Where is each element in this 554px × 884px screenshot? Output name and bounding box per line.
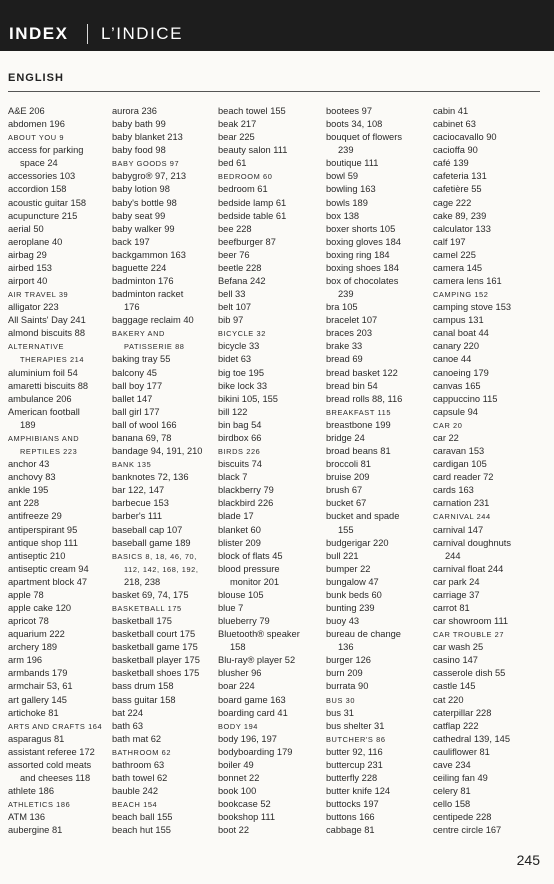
index-section-entry: BICYCLE 32 <box>218 329 266 339</box>
index-entry: bungalow 47 <box>326 576 379 587</box>
index-entry: café 139 <box>433 158 469 169</box>
index-entry: antique shop 111 <box>8 537 78 548</box>
index-section-entry: ARTS AND CRAFTS 164 <box>8 721 103 731</box>
index-entry: blouse 105 <box>218 589 264 600</box>
index-entry: boxer shorts 105 <box>326 223 396 234</box>
index-entry: caravan 153 <box>433 446 485 457</box>
index-entry: bar 122, 147 <box>112 485 165 496</box>
index-entry: bass guitar 158 <box>112 694 176 705</box>
index-section-entry: CAMPING 152 <box>433 290 489 300</box>
index-entry: calculator 133 <box>433 223 491 234</box>
index-entry: bracelet 107 <box>326 315 378 326</box>
index-entry: 244 <box>445 550 461 561</box>
index-entry: accessories 103 <box>8 171 76 182</box>
index-entry: ball girl 177 <box>112 406 160 417</box>
index-entry: bell 33 <box>218 289 246 300</box>
section-heading: ENGLISH <box>8 72 64 84</box>
index-entry: baby food 98 <box>112 145 166 156</box>
index-entry: baguette 224 <box>112 262 167 273</box>
index-entry: bread basket 122 <box>326 367 398 378</box>
index-entry: butter 92, 116 <box>326 746 383 757</box>
index-entry: ambulance 206 <box>8 393 72 404</box>
index-subtitle: L’INDICE <box>101 24 183 43</box>
index-entry: beauty salon 111 <box>218 145 288 156</box>
index-entry: bureau de change <box>326 629 401 640</box>
index-entry: boar 224 <box>218 681 255 692</box>
index-entry: blade 17 <box>218 511 254 522</box>
index-entry: box of chocolates <box>326 276 399 287</box>
index-entry: basket 69, 74, 175 <box>112 589 189 600</box>
index-entry: board game 163 <box>218 694 286 705</box>
index-entry: centipede 228 <box>433 812 492 823</box>
index-entry: armbands 179 <box>8 668 68 679</box>
index-entry: baseball cap 107 <box>112 524 183 535</box>
index-section-entry: BASKETBALL 175 <box>112 603 182 613</box>
index-entry: blood pressure <box>218 563 280 574</box>
index-entry: breastbone 199 <box>326 419 391 430</box>
index-entry: bruise 209 <box>326 472 370 483</box>
index-entry: car 22 <box>433 432 459 443</box>
index-entry: 136 <box>338 642 354 653</box>
index-section-entry: CARNIVAL 244 <box>433 512 491 522</box>
index-section-entry: ABOUT YOU 9 <box>8 133 65 143</box>
index-entry: buoy 43 <box>326 616 360 627</box>
index-entry: airbag 29 <box>8 249 47 260</box>
index-entry: baby lotion 98 <box>112 184 170 195</box>
section-rule <box>8 91 540 92</box>
index-entry: baby walker 99 <box>112 223 175 234</box>
index-entry: cacioffa 90 <box>433 145 478 156</box>
index-entry: carnival 147 <box>433 524 484 535</box>
index-entry: cafetière 55 <box>433 184 482 195</box>
index-entry: arm 196 <box>8 655 43 666</box>
index-entry: bed 61 <box>218 158 247 169</box>
index-entry: beach hut 155 <box>112 825 171 836</box>
index-entry: buttercup 231 <box>326 759 383 770</box>
index-entry: bus shelter 31 <box>326 720 385 731</box>
index-entry: art gallery 145 <box>8 694 67 705</box>
index-entry: A&E 206 <box>8 106 45 116</box>
index-entry: canoe 44 <box>433 354 472 365</box>
index-entry: artichoke 81 <box>8 707 59 718</box>
index-entry: barbecue 153 <box>112 498 169 509</box>
index-entry: brake 33 <box>326 341 363 352</box>
index-entry: ball boy 177 <box>112 380 163 391</box>
index-section-entry: CAR 20 <box>433 420 463 430</box>
index-entry: banknotes 72, 136 <box>112 472 189 483</box>
index-entry: basketball shoes 175 <box>112 668 200 679</box>
index-entry: butter knife 124 <box>326 786 391 797</box>
index-entry: bonnet 22 <box>218 772 260 783</box>
index-entry: cathedral 139, 145 <box>433 733 511 744</box>
index-entry: centre circle 167 <box>433 825 502 836</box>
index-entry: All Saints' Day 241 <box>8 315 86 326</box>
index-entry: broccoli 81 <box>326 459 371 470</box>
index-entry: ceiling fan 49 <box>433 772 488 783</box>
index-entry: camping stove 153 <box>433 302 512 313</box>
index-entry: balcony 45 <box>112 367 157 378</box>
index-entry: bowls 189 <box>326 197 368 208</box>
index-entry: canal boat 44 <box>433 328 489 339</box>
index-section-entry: BUS 30 <box>326 695 356 705</box>
index-entry: armchair 53, 61 <box>8 681 73 692</box>
index-entry: casino 147 <box>433 655 478 666</box>
index-entry: blackbird 226 <box>218 498 274 509</box>
index-section-entry: BEDROOM 60 <box>218 172 273 182</box>
index-entry: carnation 231 <box>433 498 490 509</box>
index-entry: bat 224 <box>112 707 144 718</box>
index-entry: baby bath 99 <box>112 119 166 130</box>
index-entry: ATM 136 <box>8 812 46 823</box>
index-entry: blusher 96 <box>218 668 262 679</box>
index-entry: blue 7 <box>218 602 244 613</box>
index-entry: belt 107 <box>218 302 252 313</box>
index-entry: bass drum 158 <box>112 681 174 692</box>
index-entry: baking tray 55 <box>112 354 171 365</box>
index-entry: 155 <box>338 524 354 535</box>
index-section-entry: PATISSERIE 88 <box>124 342 185 352</box>
index-section-entry: ALTERNATIVE <box>8 342 65 352</box>
index-entry: catflap 222 <box>433 720 479 731</box>
index-entry: bowl 59 <box>326 171 359 182</box>
index-entry: bikini 105, 155 <box>218 393 278 404</box>
index-entry: monitor 201 <box>230 576 280 587</box>
index-entry: cards 163 <box>433 485 474 496</box>
index-entry: cafeteria 131 <box>433 171 487 182</box>
index-entry: cauliflower 81 <box>433 746 490 757</box>
index-section-entry: BREAKFAST 115 <box>326 407 392 417</box>
index-entry: bib 97 <box>218 315 244 326</box>
index-entry: burger 126 <box>326 655 371 666</box>
index-entry: biscuits 74 <box>218 459 262 470</box>
index-entry: celery 81 <box>433 786 471 797</box>
index-entry: asparagus 81 <box>8 733 65 744</box>
index-entry: athlete 186 <box>8 786 55 797</box>
index-entry: baby's bottle 98 <box>112 197 177 208</box>
index-entry: cake 89, 239 <box>433 210 487 221</box>
index-entry: aerial 50 <box>8 223 44 234</box>
index-entry: budgerigar 220 <box>326 537 389 548</box>
index-entry: cappuccino 115 <box>433 393 498 404</box>
index-entry: camera 145 <box>433 262 483 273</box>
index-section-entry: AIR TRAVEL 39 <box>8 290 69 300</box>
index-column-3 <box>218 105 330 837</box>
index-entry: castle 145 <box>433 681 476 692</box>
index-entry: bath 63 <box>112 720 144 731</box>
index-entry: bath towel 62 <box>112 772 168 783</box>
index-entry: bread 69 <box>326 354 363 365</box>
index-entry: baseball game 189 <box>112 537 191 548</box>
index-entry: boxing ring 184 <box>326 249 390 260</box>
index-entry: beetle 228 <box>218 262 262 273</box>
index-section-entry: BUTCHER'S 86 <box>326 734 386 744</box>
index-entry: cat 220 <box>433 694 464 705</box>
index-section-entry: BASICS 8, 18, 46, 70, <box>112 551 197 561</box>
index-entry: beach towel 155 <box>218 106 286 116</box>
index-entry: boutique 111 <box>326 158 379 169</box>
index-entry: 218, 238 <box>124 576 161 587</box>
index-entry: acupuncture 215 <box>8 210 78 221</box>
index-entry: bandage 94, 191, 210 <box>112 446 203 457</box>
index-entry: burrata 90 <box>326 681 369 692</box>
index-entry: ant 228 <box>8 498 40 509</box>
index-entry: beach ball 155 <box>112 812 173 823</box>
index-entry: cabbage 81 <box>326 825 375 836</box>
index-entry: basketball 175 <box>112 616 172 627</box>
index-entry: braces 203 <box>326 328 372 339</box>
index-entry: boxing shoes 184 <box>326 262 399 273</box>
index-entry: campus 131 <box>433 315 484 326</box>
index-entry: black 7 <box>218 472 248 483</box>
index-entry: boots 34, 108 <box>326 119 383 130</box>
index-section-entry: REPTILES 223 <box>20 447 78 457</box>
index-section-entry: 112, 142, 168, 192, <box>124 564 199 574</box>
index-entry: blueberry 79 <box>218 616 270 627</box>
index-entry: badminton racket <box>112 289 184 300</box>
index-entry: bedside lamp 61 <box>218 197 287 208</box>
index-entry: Blu-ray® player 52 <box>218 655 296 666</box>
index-column-5 <box>433 105 545 837</box>
index-entry: antiseptic cream 94 <box>8 563 89 574</box>
index-entry: capsule 94 <box>433 406 478 417</box>
index-entry: body 196, 197 <box>218 733 277 744</box>
index-entry: bill 122 <box>218 406 248 417</box>
index-entry: 239 <box>338 145 354 156</box>
index-entry: bumper 22 <box>326 563 371 574</box>
index-entry: cage 222 <box>433 197 472 208</box>
index-entry: space 24 <box>20 158 58 169</box>
index-entry: bodyboarding 179 <box>218 746 293 757</box>
index-entry: bidet 63 <box>218 354 252 365</box>
index-entry: apple cake 120 <box>8 602 72 613</box>
index-entry: antifreeze 29 <box>8 511 62 522</box>
index-entry: canvas 165 <box>433 380 481 391</box>
index-entry: back 197 <box>112 236 150 247</box>
index-entry: aubergine 81 <box>8 825 63 836</box>
index-entry: bicycle 33 <box>218 341 260 352</box>
index-section-entry: THERAPIES 214 <box>20 355 85 365</box>
index-entry: bootees 97 <box>326 106 373 116</box>
index-entry: birdbox 66 <box>218 432 262 443</box>
index-entry: antiseptic 210 <box>8 550 66 561</box>
index-entry: abdomen 196 <box>8 119 65 130</box>
index-entry: alligator 223 <box>8 302 59 313</box>
index-entry: big toe 195 <box>218 367 265 378</box>
index-entry: cello 158 <box>433 799 471 810</box>
index-entry: banana 69, 78 <box>112 432 172 443</box>
index-entry: bowling 163 <box>326 184 376 195</box>
index-entry: carrot 81 <box>433 602 470 613</box>
index-section-entry: BAKERY AND <box>112 329 165 339</box>
index-entry: bunk beds 60 <box>326 589 382 600</box>
index-entry: 189 <box>20 419 36 430</box>
index-entry: barber's 111 <box>112 511 163 522</box>
index-entry: aluminium foil 54 <box>8 367 78 378</box>
index-entry: butterfly 228 <box>326 772 378 783</box>
index-entry: bookcase 52 <box>218 799 271 810</box>
index-entry: bin bag 54 <box>218 419 262 430</box>
index-section-entry: BANK 135 <box>112 460 152 470</box>
index-entry: bike lock 33 <box>218 380 268 391</box>
index-entry: buttons 166 <box>326 812 375 823</box>
index-section-entry: BEACH 154 <box>112 800 158 810</box>
index-entry: bee 228 <box>218 223 252 234</box>
index-entry: basketball game 175 <box>112 642 198 653</box>
index-entry: acoustic guitar 158 <box>8 197 87 208</box>
index-entry: block of flats 45 <box>218 550 283 561</box>
index-entry: 158 <box>230 642 246 653</box>
index-section-entry: BABY GOODS 97 <box>112 159 180 169</box>
index-entry: blackberry 79 <box>218 485 274 496</box>
index-section-entry: BATHROOM 62 <box>112 747 172 757</box>
index-entry: beefburger 87 <box>218 236 276 247</box>
index-entry: cabin 41 <box>433 106 469 116</box>
index-entry: carriage 37 <box>433 589 480 600</box>
index-entry: bread rolls 88, 116 <box>326 393 403 404</box>
index-entry: box 138 <box>326 210 360 221</box>
index-entry: aquarium 222 <box>8 629 65 640</box>
index-entry: carnival float 244 <box>433 563 504 574</box>
index-entry: boxing gloves 184 <box>326 236 401 247</box>
index-columns <box>0 105 554 840</box>
page-number: 245 <box>516 852 540 868</box>
index-column-4 <box>326 105 438 837</box>
index-entry: blister 209 <box>218 537 261 548</box>
index-entry: camel 225 <box>433 249 476 260</box>
index-entry: 176 <box>124 302 140 313</box>
index-section-entry: BIRDS 226 <box>218 447 261 457</box>
index-entry: archery 189 <box>8 642 58 653</box>
index-entry: bridge 24 <box>326 432 365 443</box>
index-entry: aurora 236 <box>112 106 157 116</box>
index-entry: car showroom 111 <box>433 616 509 627</box>
index-entry: caciocavallo 90 <box>433 132 497 143</box>
index-entry: bus 31 <box>326 707 354 718</box>
index-entry: apricot 78 <box>8 616 49 627</box>
index-entry: brush 67 <box>326 485 363 496</box>
index-entry: almond biscuits 88 <box>8 328 85 339</box>
index-entry: and cheeses 118 <box>20 772 91 783</box>
index-entry: apple 78 <box>8 589 44 600</box>
index-entry: amaretti biscuits 88 <box>8 380 89 391</box>
index-entry: American football <box>8 406 80 417</box>
index-entry: bath mat 62 <box>112 733 162 744</box>
index-entry: anchovy 83 <box>8 472 56 483</box>
index-title: INDEX <box>9 24 69 43</box>
index-entry: book 100 <box>218 786 257 797</box>
index-entry: basketball court 175 <box>112 629 196 640</box>
index-entry: ankle 195 <box>8 485 49 496</box>
index-entry: carnival doughnuts <box>433 537 512 548</box>
index-entry: bookshop 111 <box>218 812 276 823</box>
index-entry: card reader 72 <box>433 472 494 483</box>
index-entry: burn 209 <box>326 668 363 679</box>
index-entry: bedside table 61 <box>218 210 287 221</box>
index-entry: boarding card 41 <box>218 707 288 718</box>
index-entry: canoeing 179 <box>433 367 489 378</box>
index-section-entry: CAR TROUBLE 27 <box>433 630 505 640</box>
index-entry: access for parking <box>8 145 84 156</box>
index-entry: babygro® 97, 213 <box>112 171 187 182</box>
index-entry: cardigan 105 <box>433 459 487 470</box>
index-entry: 239 <box>338 289 354 300</box>
index-entry: Befana 242 <box>218 276 266 287</box>
index-entry: accordion 158 <box>8 184 67 195</box>
index-entry: beak 217 <box>218 119 257 130</box>
index-entry: car park 24 <box>433 576 480 587</box>
index-entry: badminton 176 <box>112 276 174 287</box>
index-entry: broad beans 81 <box>326 446 391 457</box>
index-entry: aeroplane 40 <box>8 236 63 247</box>
index-entry: blanket 60 <box>218 524 261 535</box>
index-section-entry: ATHLETICS 186 <box>8 800 71 810</box>
index-entry: caterpillar 228 <box>433 707 492 718</box>
index-column-1 <box>8 105 120 837</box>
index-entry: cave 234 <box>433 759 471 770</box>
index-entry: assorted cold meats <box>8 759 92 770</box>
index-entry: bra 105 <box>326 302 358 313</box>
index-entry: bucket 67 <box>326 498 367 509</box>
index-entry: buttocks 197 <box>326 799 379 810</box>
index-entry: ballet 147 <box>112 393 153 404</box>
header-divider <box>87 24 88 44</box>
index-entry: baggage reclaim 40 <box>112 315 194 326</box>
index-entry: bathroom 63 <box>112 759 165 770</box>
index-header-bar <box>0 0 554 51</box>
index-entry: airport 40 <box>8 276 48 287</box>
index-column-2 <box>112 105 224 837</box>
index-entry: boiler 49 <box>218 759 254 770</box>
index-entry: airbed 153 <box>8 262 52 273</box>
index-entry: canary 220 <box>433 341 479 352</box>
index-entry: cabinet 63 <box>433 119 476 130</box>
index-entry: beer 76 <box>218 249 250 260</box>
index-entry: bear 225 <box>218 132 255 143</box>
index-entry: bedroom 61 <box>218 184 268 195</box>
index-entry: bauble 242 <box>112 786 159 797</box>
index-entry: casserole dish 55 <box>433 668 506 679</box>
index-entry: bouquet of flowers <box>326 132 402 143</box>
index-entry: bread bin 54 <box>326 380 378 391</box>
index-entry: bull 221 <box>326 550 359 561</box>
index-entry: car wash 25 <box>433 642 484 653</box>
index-entry: ball of wool 166 <box>112 419 177 430</box>
index-entry: baby blanket 213 <box>112 132 183 143</box>
index-entry: bunting 239 <box>326 602 375 613</box>
index-entry: baby seat 99 <box>112 210 166 221</box>
index-entry: apartment block 47 <box>8 576 88 587</box>
index-entry: basketball player 175 <box>112 655 200 666</box>
index-entry: Bluetooth® speaker <box>218 629 300 640</box>
index-entry: camera lens 161 <box>433 276 502 287</box>
index-section-entry: AMPHIBIANS AND <box>8 433 80 443</box>
index-entry: boot 22 <box>218 825 250 836</box>
index-entry: calf 197 <box>433 236 466 247</box>
index-entry: anchor 43 <box>8 459 50 470</box>
index-entry: backgammon 163 <box>112 249 186 260</box>
index-section-entry: BODY 194 <box>218 721 258 731</box>
index-entry: bucket and spade <box>326 511 400 522</box>
index-entry: antiperspirant 95 <box>8 524 78 535</box>
index-entry: assistant referee 172 <box>8 746 95 757</box>
